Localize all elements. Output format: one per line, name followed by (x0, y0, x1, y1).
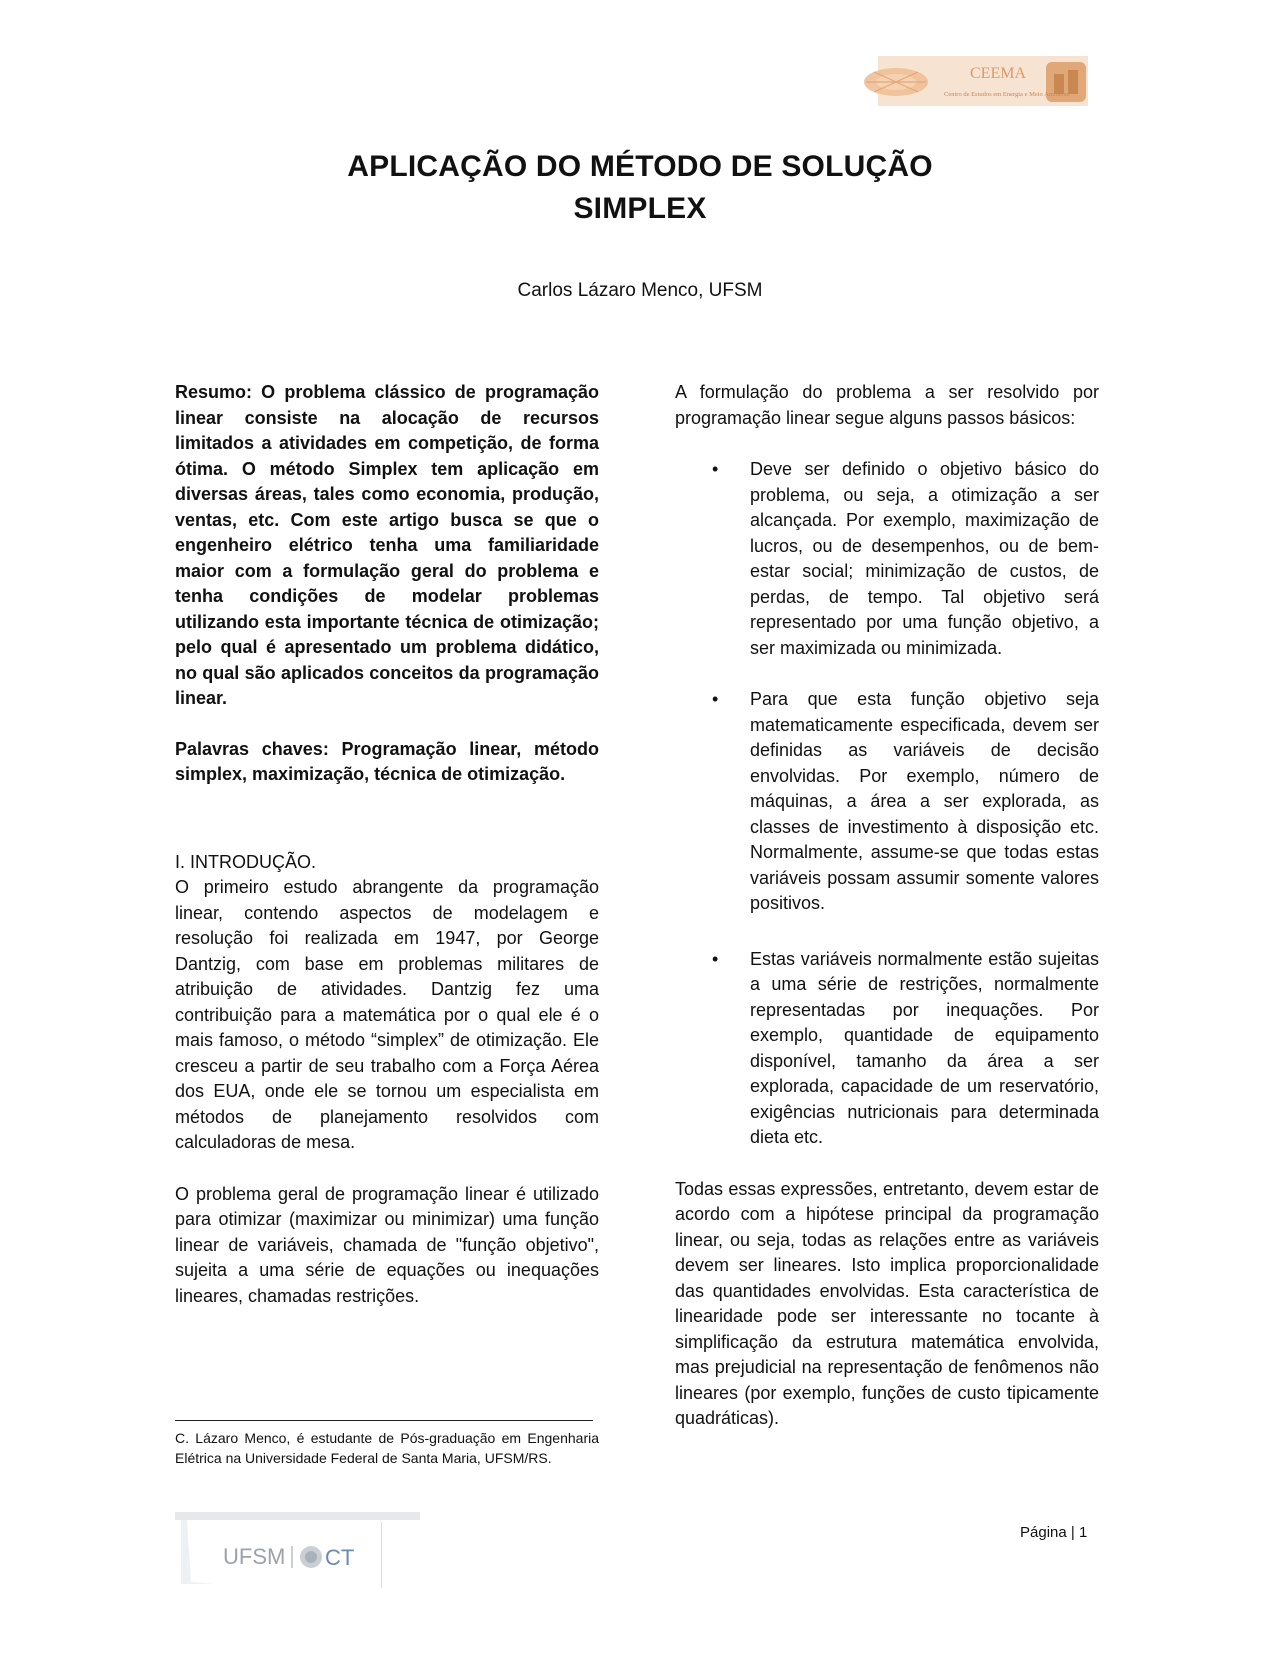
page-number: Página | 1 (1020, 1524, 1088, 1541)
bullet-icon: • (712, 459, 719, 479)
list-item (675, 457, 1099, 661)
bullet-icon: • (712, 948, 719, 969)
intro-paragraph-1: O primeiro estudo abrangente da programação linear, contendo aspectos de modelagem e resolução foi realizada em 1947, por George Dantzig, com base em problemas militares de atribuição de atividades. Dantzig fez uma contribuição para a matemática por o qual ele é o mais famoso, o método “simplex” de otimização. Ele cresceu a partir de seu trabalho com a Força Aérea dos EUA, onde ele se tornou um especialista em métodos de planejamento resolvidos com calculadoras de mesa. (175, 877, 599, 1152)
title-line-2: SIMPLEX (573, 192, 707, 225)
left-column (175, 380, 599, 1309)
formulation-steps-list (675, 457, 1099, 1151)
formulation-intro: A formulação do problema a ser resolvido por programação linear segue alguns passos básicos: (675, 382, 1099, 428)
title-line-1: APLICAÇÃO DO MÉTODO DE SOLUÇÃO (347, 150, 933, 183)
ct-logo-text: CT (325, 1545, 355, 1570)
list-item (675, 687, 1099, 917)
intro-paragraph-2: O problema geral de programação linear é utilizado para otimizar (maximizar ou minimizar) uma função linear de variáveis, chamada de "função objetivo", sujeita a uma série de equações ou inequações lineares, chamadas restrições. (175, 1183, 599, 1306)
ufsm-ct-logo-graphic (175, 1512, 420, 1592)
abstract: Resumo: O problema clássico de programação linear consiste na alocação de recursos limitados a atividades em competição, de forma ótima. O método Simplex tem aplicação em diversas áreas, tales como economia, produção, ventas, etc. Com este artigo busca se que o engenheiro elétrico tenha uma familiaridade maior com a formulação geral do problema e tenha condições de modelar problemas utilizando esta importante técnica de otimização; pelo qual é apresentado um problema didático, no qual são aplicados conceitos da programação linear. (175, 382, 599, 708)
keywords: Palavras chaves: Programação linear, método simplex, maximização, técnica de otimização. (175, 738, 599, 784)
ceema-logo-subtext: Centro de Estudos em Energia e Meio Ambiente (944, 91, 1070, 98)
ceema-logo (858, 52, 1098, 110)
ufsm-logo-text: UFSM (223, 1544, 286, 1569)
ufsm-ct-logo (175, 1512, 420, 1592)
paper-title (200, 146, 1080, 230)
list-item-text: Deve ser definido o objetivo básico do problema, ou seja, a otimização a ser alcançada. Por exemplo, maximização de lucros, ou de desempenhos, ou de bem-estar social; minimização de custos, de perdas, de tempo. Tal objetivo será representado por uma função objetivo, a ser maximizada ou minimizada. (750, 459, 1099, 658)
linearity-paragraph: Todas essas expressões, entretanto, devem estar de acordo com a hipótese principal da programação linear, ou seja, todas as relações entre as variáveis devem ser lineares. Isto implica proporcionalidade das quantidades envolvidas. Esta característica de linearidade pode ser interessante no tocante à simplificação da estrutura matemática envolvida, mas prejudicial na representação de fenômenos não lineares (por exemplo, funções de custo tipicamente quadráticas). (675, 1178, 1099, 1428)
ceema-logo-text: CEEMA (970, 65, 1026, 82)
ceema-logo-graphic (858, 52, 1098, 110)
list-item (675, 947, 1099, 1151)
section-heading-introduction: I. INTRODUÇÃO. (175, 851, 317, 872)
list-item-text: Estas variáveis normalmente estão sujeitas a uma série de restrições, normalmente representadas por inequações. Por exemplo, quantidade de equipamento disponível, tamanho da área a ser explorada, capacidade de um reservatório, exigências nutricionais para determinada dieta etc. (750, 948, 1099, 1147)
list-item-text: Para que esta função objetivo seja matematicamente especificada, devem ser definidas as variáveis de decisão envolvidas. Por exemplo, número de máquinas, a área a ser explorada, as classes de investimento à disposição etc. Normalmente, assume-se que todas estas variáveis possam assumir somente valores positivos. (750, 689, 1099, 913)
footnote: C. Lázaro Menco, é estudante de Pós-graduação em Engenharia Elétrica na Universidade Federal de Santa Maria, UFSM/RS. (175, 1430, 599, 1466)
author-line: Carlos Lázaro Menco, UFSM (517, 280, 763, 301)
right-column (675, 380, 1099, 1432)
bullet-icon: • (712, 689, 719, 709)
footnote-divider (175, 1420, 593, 1421)
